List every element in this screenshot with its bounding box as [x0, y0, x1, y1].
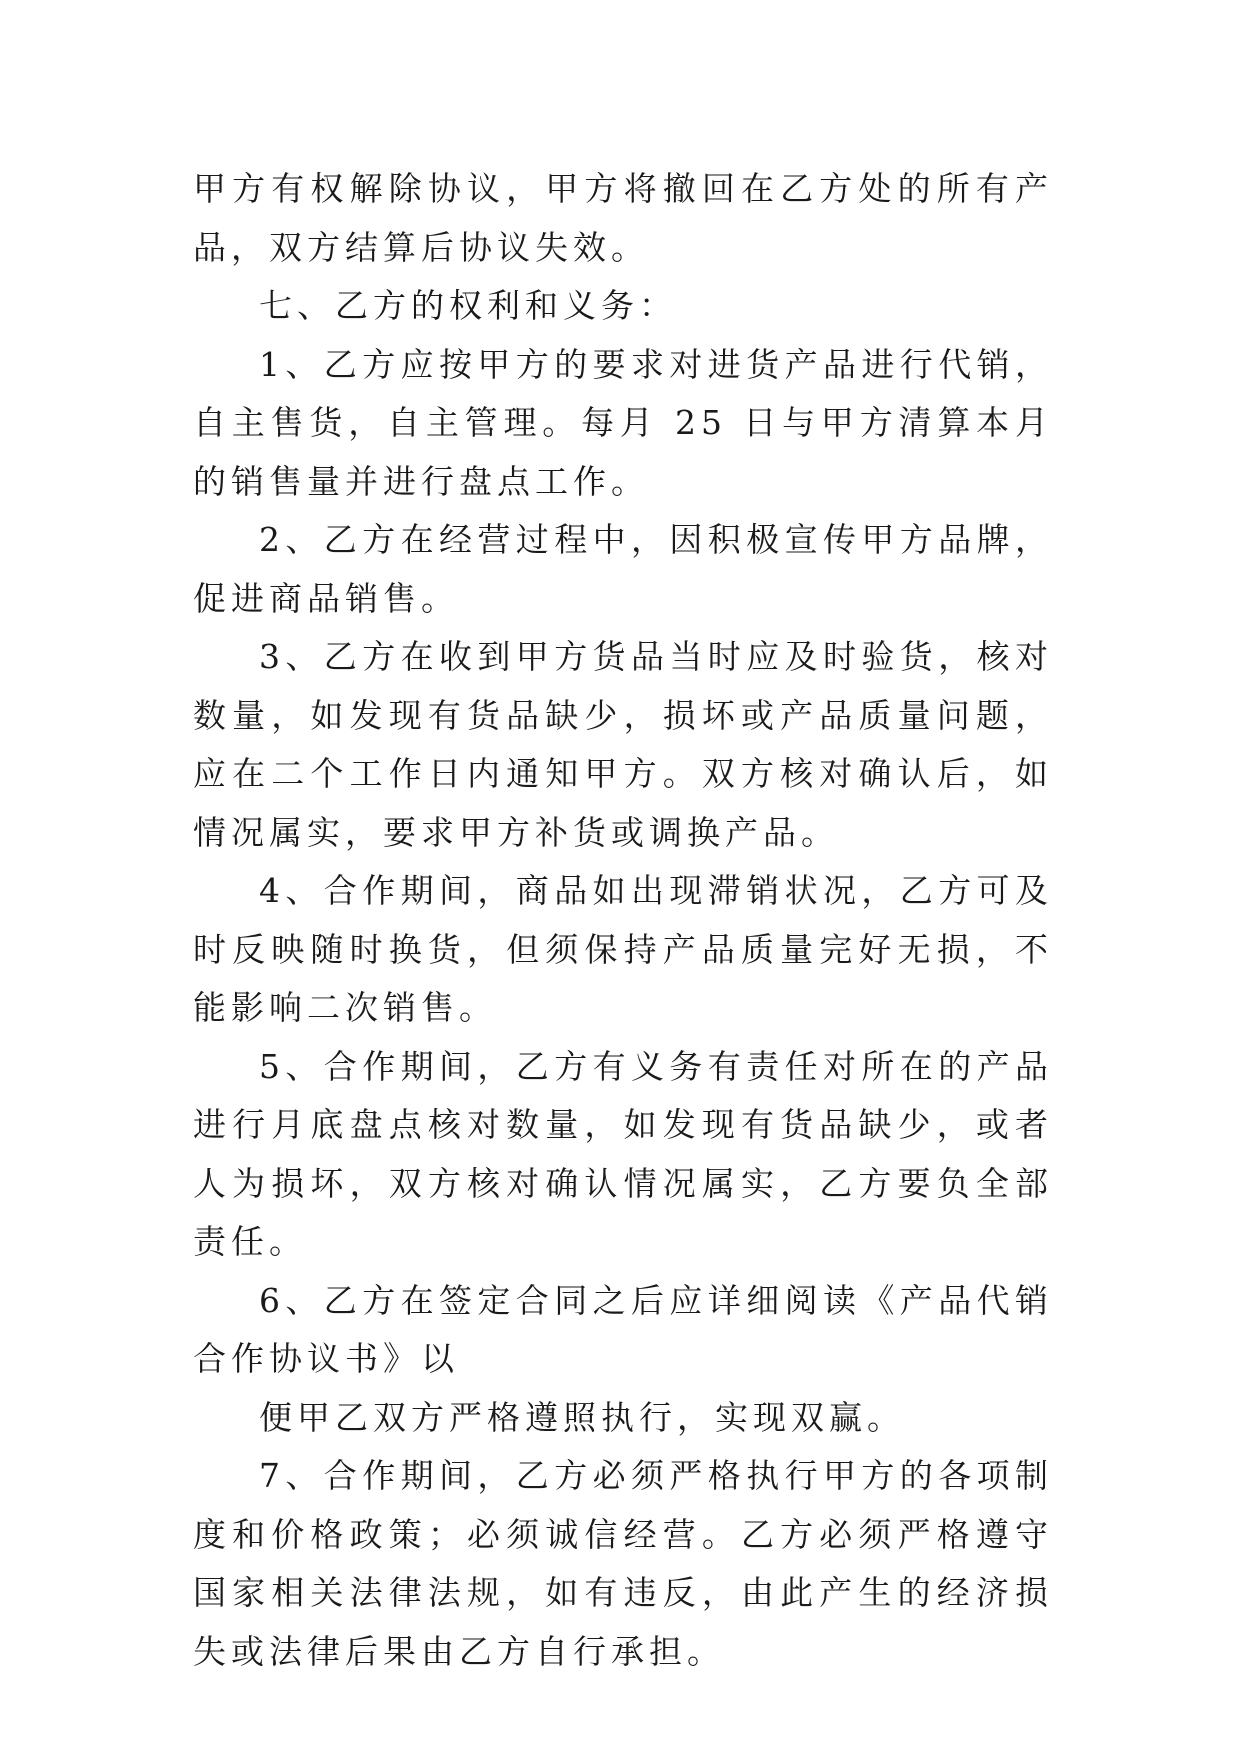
- clause-5: 5、合作期间，乙方有义务有责任对所在的产品进行月底盘点核对数量，如发现有货品缺少，或者人为损坏，双方核对确认情况属实，乙方要负全部责任。: [193, 1046, 1053, 1261]
- clause-2: 2、乙方在经营过程中，因积极宣传甲方品牌，促进商品销售。: [193, 520, 1053, 618]
- clause-7: 7、合作期间，乙方必须严格执行甲方的各项制度和价格政策；必须诚信经营。乙方必须严格遵守国家相关法律法规，如有违反，由此产生的经济损失或法律后果由乙方自行承担。: [193, 1456, 1053, 1671]
- document-body: [193, 160, 1053, 1681]
- clause-6: 6、乙方在签定合同之后应详细阅读《产品代销合作协议书》以: [193, 1280, 1053, 1378]
- clause-1: 1、乙方应按甲方的要求对进货产品进行代销，自主售货，自主管理。每月 25 日与甲方清算本月的销售量并进行盘点工作。: [193, 344, 1053, 501]
- section-heading-party-b-rights: 七、乙方的权利和义务：: [259, 286, 677, 325]
- clause-4: 4、合作期间，商品如出现滞销状况，乙方可及时反映随时换货，但须保持产品质量完好无损，不能影响二次销售。: [193, 871, 1053, 1027]
- clause-6-continuation: 便甲乙双方严格遵照执行，实现双赢。: [259, 1397, 905, 1437]
- paragraph-termination: 甲方有权解除协议，甲方将撤回在乙方处的所有产品，双方结算后协议失效。: [193, 169, 1053, 267]
- clause-3: 3、乙方在收到甲方货品当时应及时验货，核对数量，如发现有货品缺少，损坏或产品质量问题，应在二个工作日内通知甲方。双方核对确认后，如情况属实，要求甲方补货或调换产品。: [193, 637, 1053, 852]
